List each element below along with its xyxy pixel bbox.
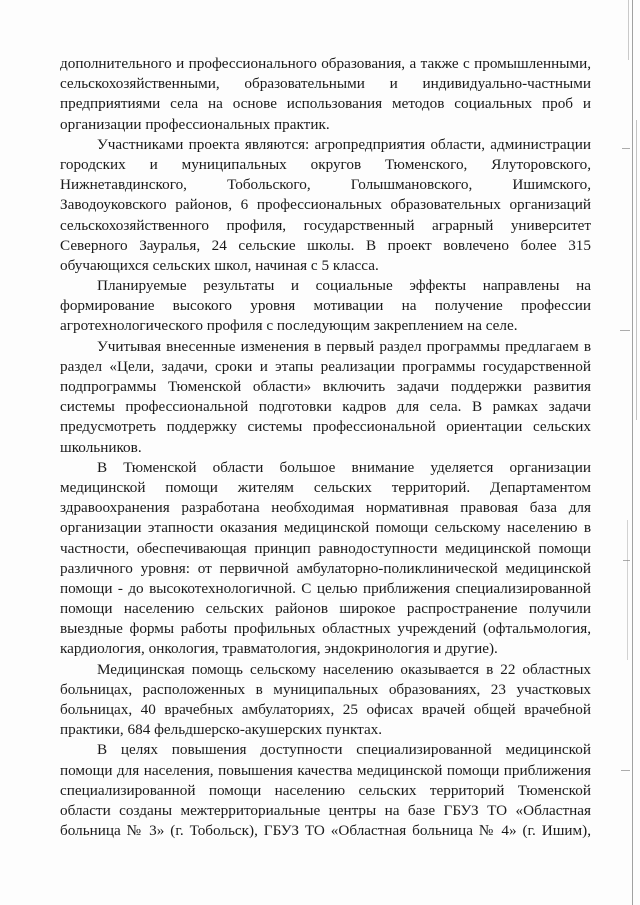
text-line: школьников. [60, 438, 142, 456]
text-line: Планируемые результаты и социальные эффекты направлены на [97, 277, 591, 295]
text-line: специализированной помощи населению сельских территорий Тюменской [60, 781, 591, 799]
text-line: больницах, расположенных в муниципальных образованиях, 23 участковых [60, 680, 591, 698]
document-body [60, 54, 591, 841]
text-line: сельскохозяйственного профиля, государственный аграрный университет [60, 216, 591, 234]
text-line: помощи для населения, повышения качества медицинской помощи приближения [60, 761, 591, 779]
text-line: различного уровня: от первичной амбулаторно-поликлинической медицинской [60, 559, 591, 577]
text-line: Медицинская помощь сельскому населению оказывается в 22 областных [97, 660, 591, 678]
text-line: кардиология, онкология, травматология, эндокринология и другие). [60, 640, 498, 658]
text-line: агротехнологического профиля с последующим закреплением на селе. [60, 317, 518, 335]
text-line: В Тюменской области большое внимание уделяется организации [97, 458, 591, 476]
text-line: предприятиями села на основе использования методов социальных проб и [60, 95, 591, 113]
text-line: частности, обеспечивающая принцип равнодоступности медицинской помощи [60, 539, 591, 557]
scan-edge [618, 0, 640, 905]
text-line: здравоохранения разработана необходимая нормативная правовая база для [60, 499, 591, 517]
text-line: Участниками проекта являются: агропредприятия области, администрации [97, 135, 591, 153]
text-line: дополнительного и профессионального образования, а также с промышленными, [60, 55, 591, 72]
text-line: формирование высокого уровня мотивации на получение профессии [60, 297, 591, 315]
text-line: Нижнетавдинского, Тобольского, Голышмановского, Ишимского, [60, 176, 591, 194]
text-line: области созданы межтерриториальные центры на базе ГБУЗ ТО «Областная [60, 801, 591, 819]
text-line: помощи - до высокотехнологичной. С целью приближения специализированной [60, 579, 591, 597]
text-line: организации профессиональных практик. [60, 115, 330, 133]
text-line: Учитывая внесенные изменения в первый раздел программы предлагаем в [97, 337, 591, 355]
text-line: организации этапности оказания медицинской помощи сельскому населению в [60, 519, 591, 537]
text-line: сельскохозяйственными, образовательными и индивидуально-частными [60, 75, 591, 93]
text-line: обучающихся сельских школ, начиная с 5 класса. [60, 256, 379, 274]
text-line: городских и муниципальных округов Тюменского, Ялуторовского, [60, 155, 591, 173]
text-line: практики, 684 фельдшерско-акушерских пунктах. [60, 721, 383, 739]
text-line: больница № 3» (г. Тобольск), ГБУЗ ТО «Областная больница № 4» (г. Ишим), [60, 822, 591, 840]
text-line: медицинской помощи жителям сельских территорий. Департаментом [60, 478, 591, 496]
text-line: выездные формы работы профильных областных учреждений (офтальмология, [60, 620, 591, 638]
text-line: раздел «Цели, задачи, сроки и этапы реализации программы государственной [60, 357, 591, 375]
text-line: больницах, 40 врачебных амбулаториях, 25 офисах врачей общей врачебной [60, 701, 591, 718]
text-line: Заводоуковского районов, 6 профессиональных образовательных организаций [60, 196, 591, 214]
text-line: подпрограммы Тюменской области» включить задачи поддержки развития [60, 378, 591, 395]
text-line: предусмотреть поддержку системы профессиональной ориентации сельских [60, 418, 591, 436]
text-line: В целях повышения доступности специализированной медицинской [97, 741, 591, 759]
text-line: помощи населению сельских районов широкое распространение получили [60, 600, 591, 618]
text-line: Северного Зауралья, 24 сельские школы. В проект вовлечено более 315 [60, 236, 591, 254]
text-line: системы профессиональной подготовки кадров для села. В рамках задачи [60, 398, 591, 416]
